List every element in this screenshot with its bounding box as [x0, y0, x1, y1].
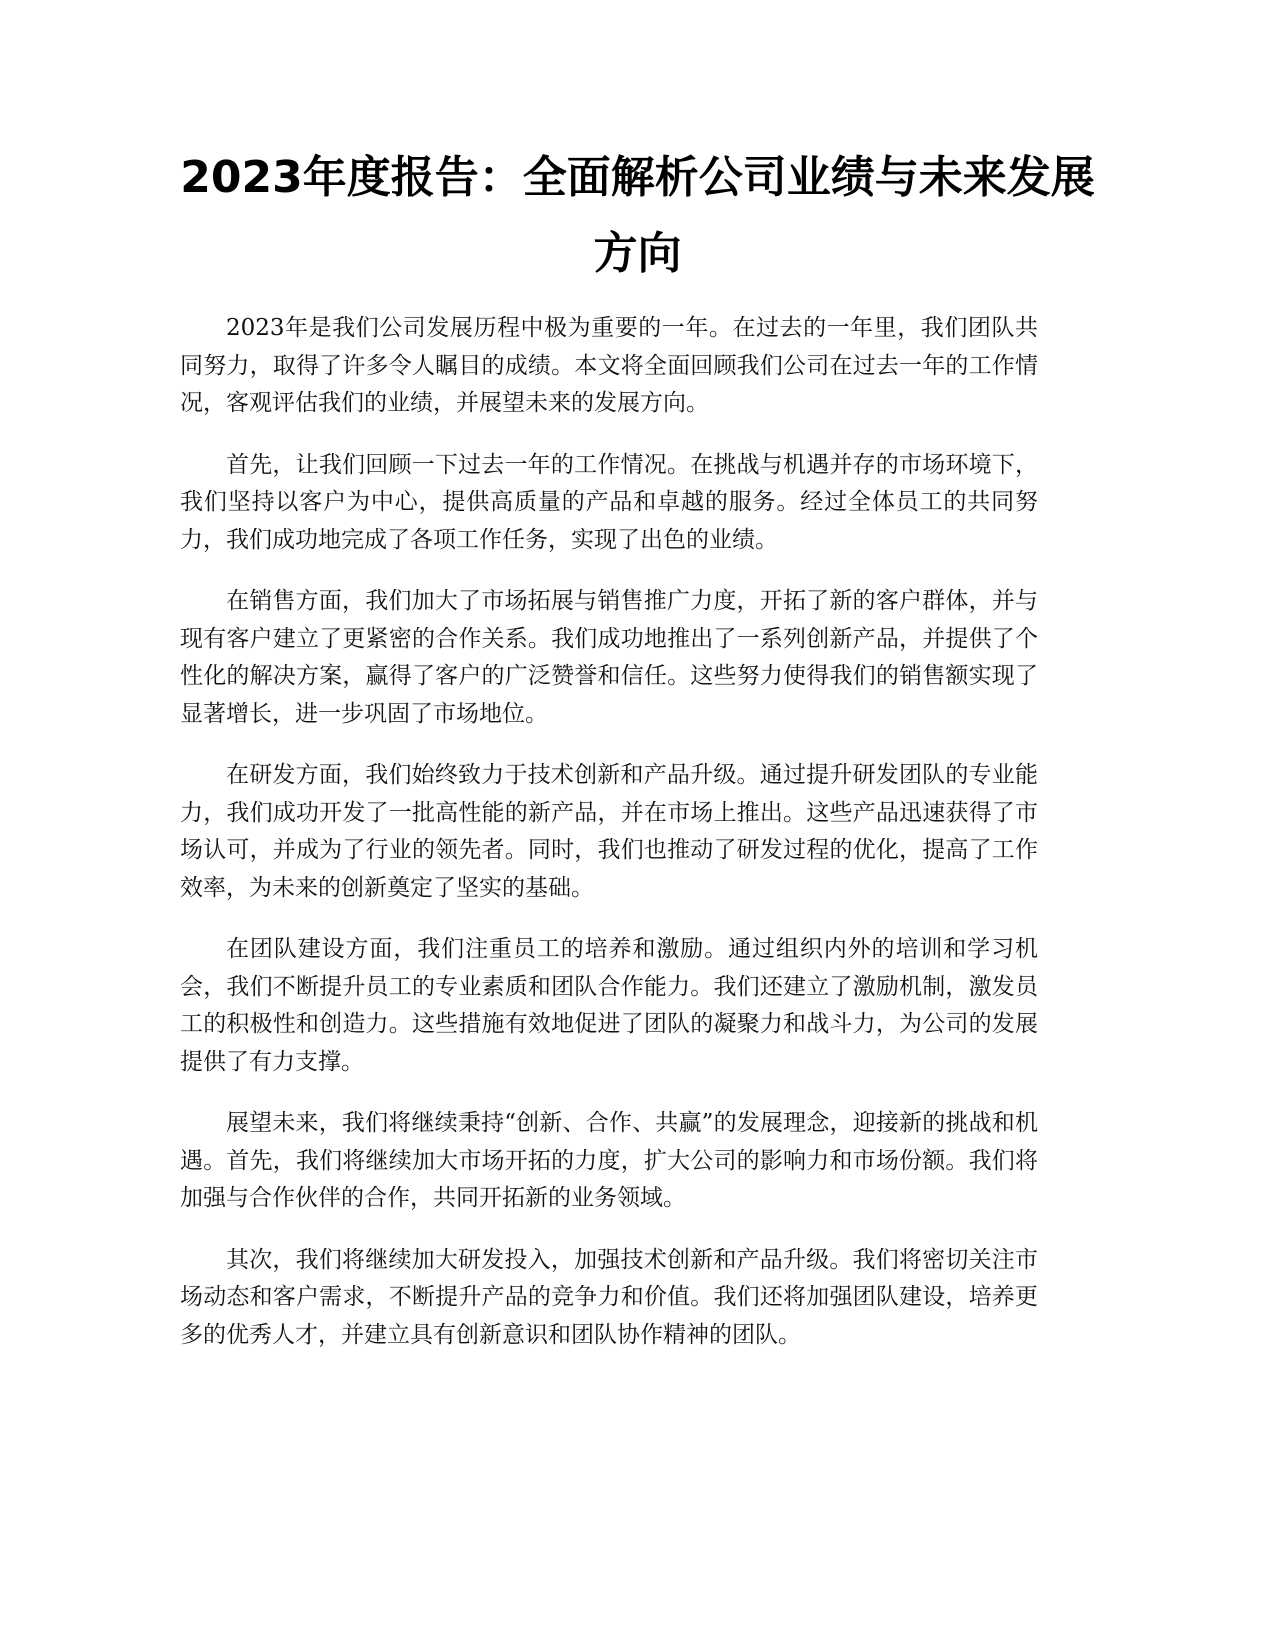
- paragraph-rnd: 在研发方面，我们始终致力于技术创新和产品升级。通过提升研发团队的专业能力，我们成功开发了一批高性能的新产品，并在市场上推出。这些产品迅速获得了市场认可，并成为了行业的领先者。同时，我们也推动了研发过程的优化，提高了工作效率，为未来的创新奠定了坚实的基础。: [180, 762, 1038, 901]
- document-body: [180, 310, 1038, 1378]
- paragraph-next-steps: 其次，我们将继续加大研发投入，加强技术创新和产品升级。我们将密切关注市场动态和客户需求，不断提升产品的竞争力和价值。我们还将加强团队建设，培养更多的优秀人才，并建立具有创新意识和团队协作精神的团队。: [180, 1246, 1038, 1348]
- paragraph-review: 首先，让我们回顾一下过去一年的工作情况。在挑战与机遇并存的市场环境下，我们坚持以客户为中心，提供高质量的产品和卓越的服务。经过全体员工的共同努力，我们成功地完成了各项工作任务，实现了出色的业绩。: [180, 451, 1038, 553]
- paragraph-team: 在团队建设方面，我们注重员工的培养和激励。通过组织内外的培训和学习机会，我们不断提升员工的专业素质和团队合作能力。我们还建立了激励机制，激发员工的积极性和创造力。这些措施有效地促进了团队的凝聚力和战斗力，为公司的发展提供了有力支撑。: [180, 936, 1038, 1075]
- paragraph-sales: 在销售方面，我们加大了市场拓展与销售推广力度，开拓了新的客户群体，并与现有客户建立了更紧密的合作关系。我们成功地推出了一系列创新产品，并提供了个性化的解决方案，赢得了客户的广泛赞誉和信任。这些努力使得我们的销售额实现了显著增长，进一步巩固了市场地位。: [180, 588, 1038, 727]
- document-title: 2023年度报告：全面解析公司业绩与未来发展方向: [180, 152, 1095, 279]
- paragraph-intro: 2023年是我们公司发展历程中极为重要的一年。在过去的一年里，我们团队共同努力，取得了许多令人瞩目的成绩。本文将全面回顾我们公司在过去一年的工作情况，客观评估我们的业绩，并展望未来的发展方向。: [180, 315, 1038, 416]
- paragraph-outlook: 展望未来，我们将继续秉持“创新、合作、共赢”的发展理念，迎接新的挑战和机遇。首先，我们将继续加大市场开拓的力度，扩大公司的影响力和市场份额。我们将加强与合作伙伴的合作，共同开拓新的业务领域。: [180, 1110, 1038, 1211]
